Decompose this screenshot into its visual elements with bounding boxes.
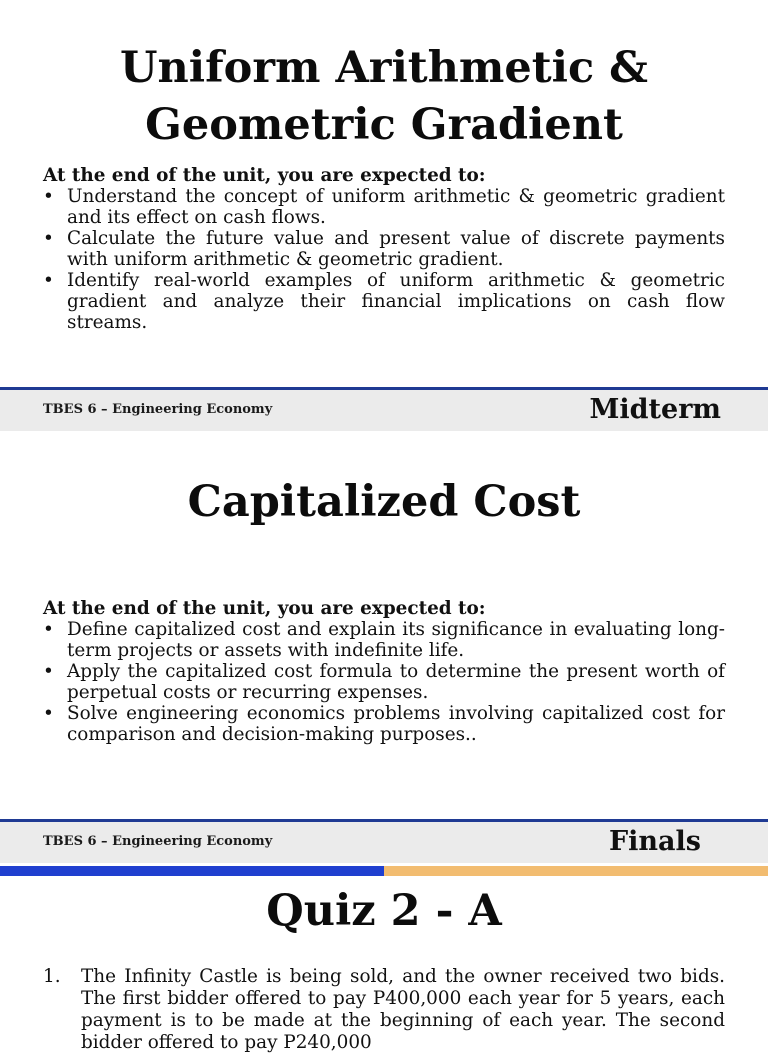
term-label: Finals bbox=[608, 826, 701, 857]
title-line-1: Uniform Arithmetic & bbox=[120, 43, 648, 93]
objective-item bbox=[43, 228, 725, 270]
question-text: The Infinity Castle is being sold, and the owner received two bids. The first bidder offered to pay P400,000 each year for 5 years, each payment is to be made at the beginning of each year. The second bidder offered to pay P240,000 bbox=[81, 966, 725, 1053]
quiz-question bbox=[43, 966, 725, 1054]
objectives-heading: At the end of the unit, you are expected to: bbox=[43, 598, 486, 619]
objective-item bbox=[43, 619, 725, 661]
objective-text: Understand the concept of uniform arithmetic & geometric gradient and its effect on cash flows. bbox=[67, 186, 725, 228]
objective-item bbox=[43, 703, 725, 745]
objective-item bbox=[43, 661, 725, 703]
objectives-block bbox=[43, 598, 725, 745]
slide-title: Capitalized Cost bbox=[187, 477, 581, 527]
bullet-icon: • bbox=[43, 186, 54, 207]
objective-text: Solve engineering economics problems involving capitalized cost for comparison and decision-making purposes.. bbox=[67, 703, 725, 745]
slide-title: Quiz 2 - A bbox=[266, 886, 502, 936]
course-label: TBES 6 – Engineering Economy bbox=[43, 402, 273, 417]
slide-footer bbox=[0, 387, 768, 431]
question-number: 1. bbox=[43, 966, 61, 987]
objective-text: Define capitalized cost and explain its significance in evaluating long-term projects or assets with indefinite life. bbox=[67, 619, 725, 661]
title-line-2: Geometric Gradient bbox=[145, 100, 623, 150]
accent-stripe bbox=[0, 866, 768, 876]
course-label: TBES 6 – Engineering Economy bbox=[43, 834, 273, 849]
objective-item bbox=[43, 270, 725, 333]
term-label: Midterm bbox=[589, 394, 721, 425]
objectives-list bbox=[43, 186, 725, 333]
slide-capitalized-cost bbox=[0, 432, 768, 866]
bullet-icon: • bbox=[43, 228, 54, 249]
slide-quiz bbox=[0, 866, 768, 1053]
bullet-icon: • bbox=[43, 703, 54, 724]
bullet-icon: • bbox=[43, 619, 54, 640]
objectives-list bbox=[43, 619, 725, 745]
objectives-heading: At the end of the unit, you are expected to: bbox=[43, 165, 486, 186]
objective-text: Identify real-world examples of uniform arithmetic & geometric gradient and analyze their financial implications on cash flow streams. bbox=[67, 270, 725, 333]
objectives-block bbox=[43, 165, 725, 333]
slide-uniform-gradient bbox=[0, 0, 768, 432]
objective-text: Apply the capitalized cost formula to determine the present worth of perpetual costs or recurring expenses. bbox=[67, 661, 725, 703]
objective-item bbox=[43, 186, 725, 228]
accent-stripe-orange bbox=[384, 866, 768, 876]
bullet-icon: • bbox=[43, 270, 54, 291]
accent-stripe-blue bbox=[0, 866, 384, 876]
objective-text: Calculate the future value and present value of discrete payments with uniform arithmetic & geometric gradient. bbox=[67, 228, 725, 270]
bullet-icon: • bbox=[43, 661, 54, 682]
slide-footer bbox=[0, 819, 768, 863]
slide-title bbox=[0, 40, 768, 154]
